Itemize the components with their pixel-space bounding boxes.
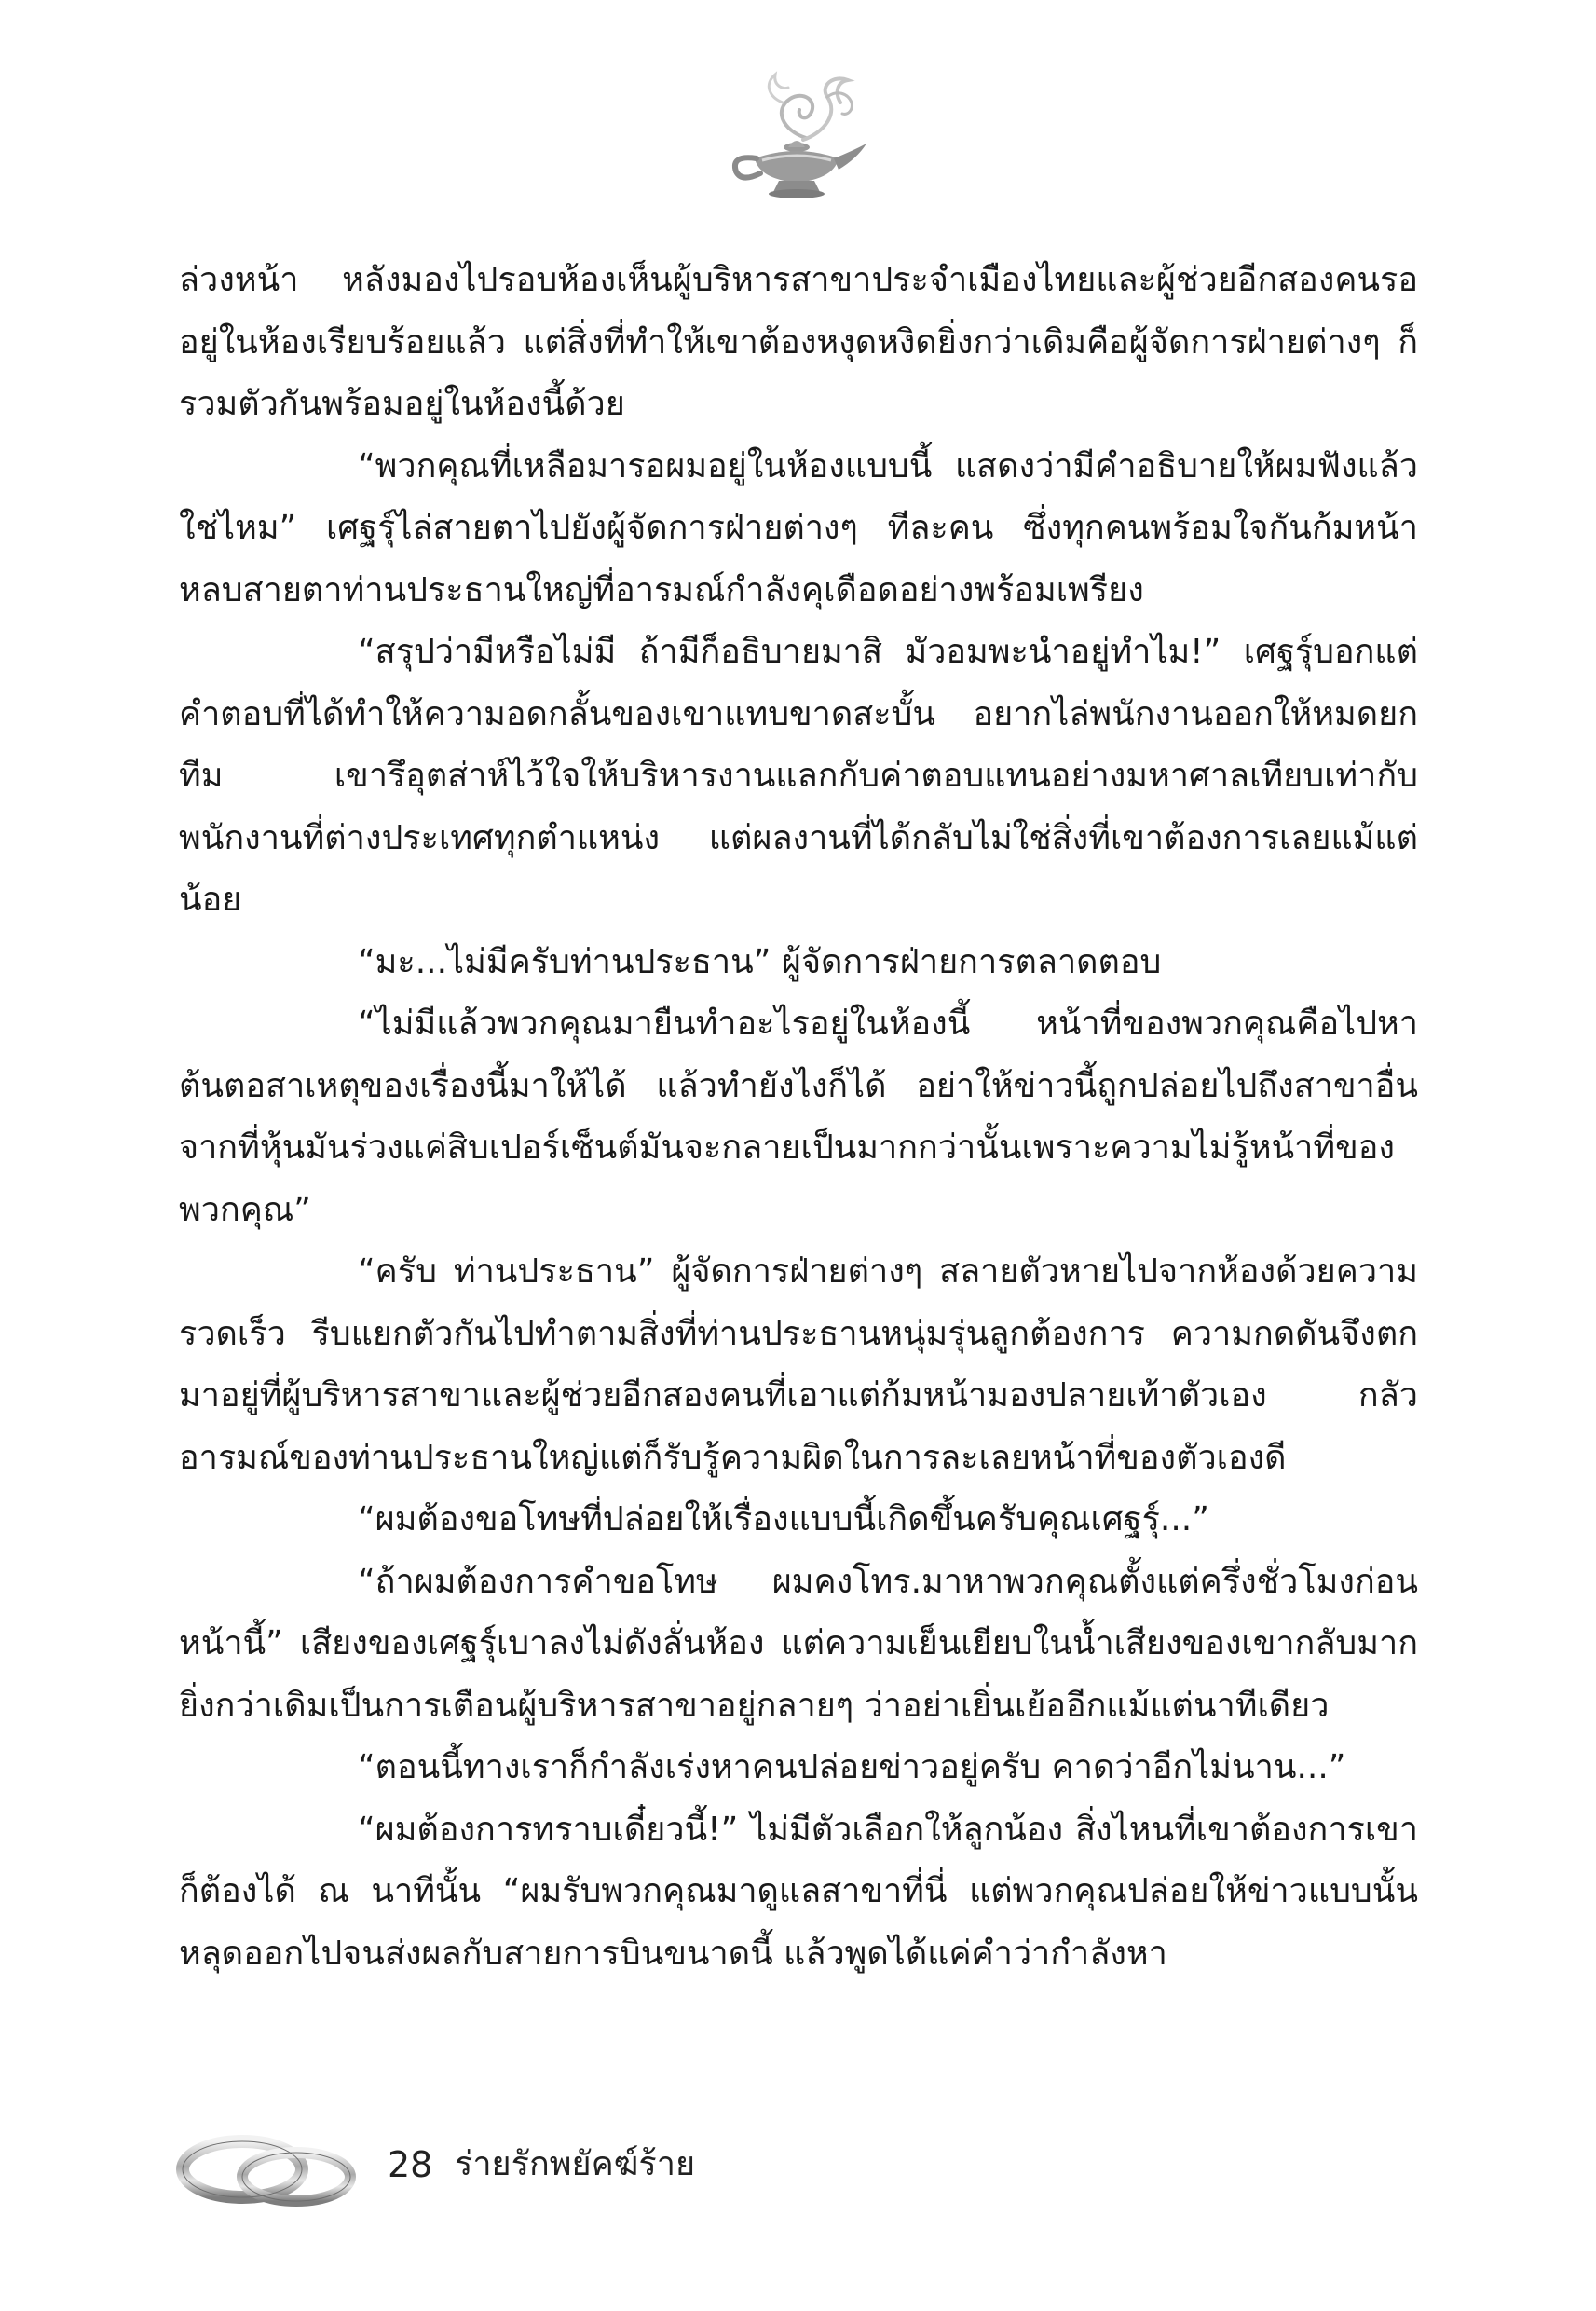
page-footer	[175, 2115, 1014, 2218]
paragraph: “ตอนนี้ทางเราก็กำลังเร่งหาคนปล่อยข่าวอยู่ครับ คาดว่าอีกไม่นาน...”	[358, 1748, 1346, 1786]
paragraph: “สรุปว่ามีหรือไม่มี ถ้ามีก็อธิบายมาสิ มัวอมพะนำอยู่ทำไม!” เศฐรุ์บอกแต่คำตอบที่ได้ทำให้ความอดกลั้นของเขาแทบขาดสะบั้น อยากไล่พนักงานออกให้หมดยกทีม เขารึอุตส่าห์ไว้ใจให้บริหารงานแลกกับค่าตอบแทนอย่างมหาศาลเทียบเท่ากับพนักงานที่ต่างประเทศทุกตำแหน่ง แต่ผลงานที่ได้กลับไม่ใช่สิ่งที่เขาต้องการเลยแม้แต่น้อย	[179, 633, 1418, 919]
paragraph: ล่วงหน้า หลังมองไปรอบห้องเห็นผู้บริหารสาขาประจำเมืองไทยและผู้ช่วยอีกสองคนรออยู่ในห้องเรียบร้อยแล้ว แต่สิ่งที่ทำให้เขาต้องหงุดหงิดยิ่งกว่าเดิมคือผู้จัดการฝ่ายต่างๆ ก็รวมตัวกันพร้อมอยู่ในห้องนี้ด้วย	[179, 261, 1418, 423]
paragraph: “ไม่มีแล้วพวกคุณมายืนทำอะไรอยู่ในห้องนี้ หน้าที่ของพวกคุณคือไปหาต้นตอสาเหตุของเรื่องนี้มาให้ได้ แล้วทำยังไงก็ได้ อย่าให้ข่าวนี้ถูกปล่อยไปถึงสาขาอื่น จากที่หุ้นมันร่วงแค่สิบเปอร์เซ็นต์มันจะกลายเป็นมากกว่านั้นเพราะความไม่รู้หน้าที่ของพวกคุณ”	[179, 1005, 1418, 1229]
paragraph: “ถ้าผมต้องการคำขอโทษ ผมคงโทร.มาหาพวกคุณตั้งแต่ครึ่งชั่วโมงก่อนหน้านี้” เสียงของเศฐรุ์เบาลงไม่ดังลั่นห้อง แต่ความเย็นเยียบในน้ำเสียงของเขากลับมากยิ่งกว่าเดิมเป็นการเตือนผู้บริหารสาขาอยู่กลายๆ ว่าอย่าเยิ่นเย้ออีกแม้แต่นาทีเดียว	[179, 1562, 1418, 1725]
paragraph: “พวกคุณที่เหลือมารอผมอยู่ในห้องแบบนี้ แสดงว่ามีคำอธิบายให้ผมฟังแล้วใช่ไหม” เศฐรุ์ไล่สายตาไปยังผู้จัดการฝ่ายต่างๆ ทีละคน ซึ่งทุกคนพร้อมใจกันก้มหน้าหลบสายตาท่านประธานใหญ่ที่อารมณ์กำลังคุเดือดอย่างพร้อมเพรียง	[179, 446, 1418, 609]
paragraph: “ผมต้องการทราบเดี๋ยวนี้!” ไม่มีตัวเลือกให้ลูกน้อง สิ่งไหนที่เขาต้องการเขาก็ต้องได้ ณ นาทีนั้น “ผมรับพวกคุณมาดูแลสาขาที่นี่ แต่พวกคุณปล่อยให้ข่าวแบบนั้นหลุดออกไปจนส่งผลกับสายการบินขนาดนี้ แล้วพูดได้แค่คำว่ากำลังหา	[179, 1810, 1418, 1973]
book-title: ร่ายรักพยัคฆ์ร้าย	[455, 2145, 696, 2183]
paragraph: “ครับ ท่านประธาน” ผู้จัดการฝ่ายต่างๆ สลายตัวหายไปจากห้องด้วยความรวดเร็ว รีบแยกตัวกันไปทำตามสิ่งที่ท่านประธานหนุ่มรุ่นลูกต้องการ ความกดดันจึงตกมาอยู่ที่ผู้บริหารสาขาและผู้ช่วยอีกสองคนที่เอาแต่ก้มหน้ามองปลายเท้าตัวเอง กลัวอารมณ์ของท่านประธานใหญ่แต่ก็รับรู้ความผิดในการละเลยหน้าที่ของตัวเองดี	[179, 1252, 1418, 1477]
magic-lamp-icon	[717, 65, 876, 214]
wedding-rings-icon	[175, 2115, 361, 2218]
paragraph: “มะ...ไม่มีครับท่านประธาน” ผู้จัดการฝ่ายการตลาดตอบ	[358, 942, 1162, 981]
body-text	[179, 250, 1418, 1985]
page-number: 28	[388, 2144, 433, 2185]
paragraph: “ผมต้องขอโทษที่ปล่อยให้เรื่องแบบนี้เกิดขึ้นครับคุณเศฐรุ์...”	[358, 1500, 1209, 1538]
